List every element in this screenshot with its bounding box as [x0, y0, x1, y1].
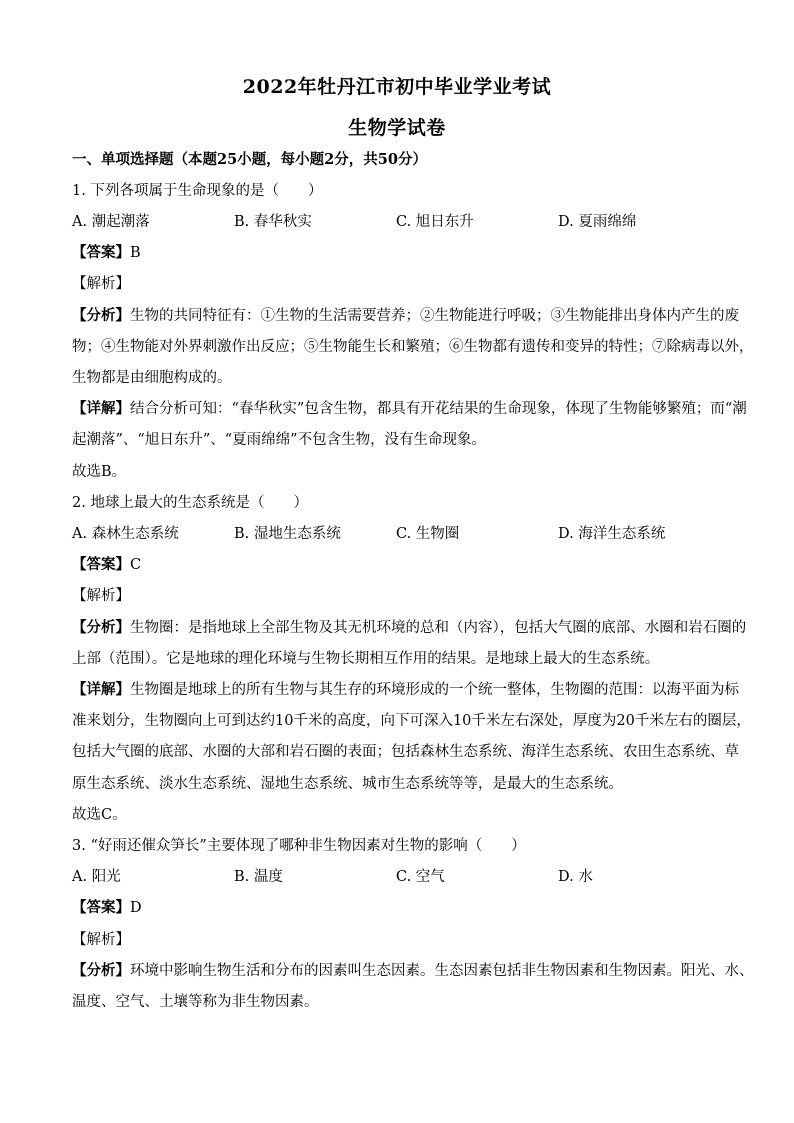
fenxi-tag: 【分析】 [72, 962, 130, 979]
question-3-fenxi-line [72, 961, 754, 981]
question-1-fenxi-line [72, 306, 739, 326]
detail-text: 结合分析可知：“春华秋实”包含生物，都具有开花结果的生命现象，体现了生物能够繁殖；而“潮 [130, 401, 747, 417]
option-d: D. 海洋生态系统 [558, 526, 666, 542]
option-c: C. 生物圈 [396, 526, 460, 542]
fenxi-text: 环境中影响生物生活和分布的因素叫生态因素。生态因素包括非生物因素和生物因素。阳光、水、 [130, 963, 754, 979]
answer-tag: 【答案】 [72, 556, 130, 573]
question-2-detail-line: 准来划分，生物圈向上可到达约10千米的高度，向下可深入10千米左右深处，厚度为20千米左右的圈层， [72, 713, 751, 729]
answer-tag: 【答案】 [72, 899, 130, 916]
question-1-analysis-tag: 【解析】 [72, 276, 130, 292]
question-3-answer [72, 898, 732, 918]
option-c: C. 旭日东升 [396, 214, 474, 230]
option-a: A. 阳光 [72, 869, 121, 885]
option-a: A. 森林生态系统 [72, 526, 179, 542]
answer-tag: 【答案】 [72, 244, 130, 261]
fenxi-text: 生物圈：是指地球上全部生物及其无机环境的总和（内容），包括大气圈的底部、水圈和岩石圈的 [130, 620, 747, 636]
question-2-detail-line: 原生态系统、淡水生态系统、湿地生态系统、城市生态系统等等，是最大的生态系统。 [72, 776, 623, 792]
question-1-fenxi-line: 生物都是由细胞构成的。 [72, 370, 232, 386]
question-2-detail-line [72, 680, 739, 700]
question-1-fenxi-line: 物；④生物能对外界刺激作出反应；⑤生物能生长和繁殖；⑥生物都有遗传和变异的特性；⑦除病毒以外， [72, 339, 754, 355]
fenxi-tag: 【分析】 [72, 619, 130, 636]
question-1-stem: 1. 下列各项属于生命现象的是（ ） [72, 183, 323, 199]
option-d: D. 水 [558, 869, 593, 885]
question-3-analysis-tag: 【解析】 [72, 932, 130, 948]
exam-title: 2022年牡丹江市初中毕业学业考试 [242, 76, 552, 98]
option-b: B. 春华秋实 [234, 214, 312, 230]
exam-subtitle: 生物学试卷 [348, 117, 446, 139]
question-1-detail-line: 起潮落”、“旭日东升”、“夏雨绵绵”不包含生物，没有生命现象。 [72, 432, 487, 448]
detail-tag: 【详解】 [72, 681, 130, 698]
option-d: D. 夏雨绵绵 [558, 214, 637, 230]
question-2-detail-line: 包括大气圈的底部、水圈的大部和岩石圈的表面；包括森林生态系统、海洋生态系统、农田生态系统、草 [72, 744, 739, 760]
option-c: C. 空气 [396, 869, 445, 885]
question-2-fenxi-line: 上部（范围）。它是地球的理化环境与生物长期相互作用的结果。是地球上最大的生态系统。 [72, 651, 660, 667]
question-1-answer [72, 243, 732, 263]
answer-value: C [130, 557, 142, 573]
question-1-conclusion: 故选B。 [72, 464, 127, 480]
question-1-detail-line [72, 399, 747, 419]
question-2-answer [72, 555, 732, 575]
question-3-stem: 3. “好雨还催众笋长”主要体现了哪种非生物因素对生物的影响（ ） [72, 838, 526, 854]
option-b: B. 温度 [234, 869, 283, 885]
question-2-stem: 2. 地球上最大的生态系统是（ ） [72, 495, 308, 511]
detail-tag: 【详解】 [72, 400, 130, 417]
option-b: B. 湿地生态系统 [234, 526, 341, 542]
answer-value: D [130, 900, 142, 916]
question-2-conclusion: 故选C。 [72, 807, 127, 823]
answer-value: B [130, 245, 141, 261]
detail-text: 生物圈是地球上的所有生物与其生存的环境形成的一个统一整体，生物圈的范围：以海平面为标 [130, 682, 739, 698]
question-2-fenxi-line [72, 618, 747, 638]
question-3-fenxi-line: 温度、空气、土壤等称为非生物因素。 [72, 994, 319, 1010]
question-2-analysis-tag: 【解析】 [72, 588, 130, 604]
fenxi-tag: 【分析】 [72, 307, 130, 324]
fenxi-text: 生物的共同特征有：①生物的生活需要营养；②生物能进行呼吸；③生物能排出身体内产生的废 [130, 308, 739, 324]
option-a: A. 潮起潮落 [72, 214, 150, 230]
section-heading: 一、单项选择题（本题25小题，每小题2分，共50分） [72, 151, 427, 168]
